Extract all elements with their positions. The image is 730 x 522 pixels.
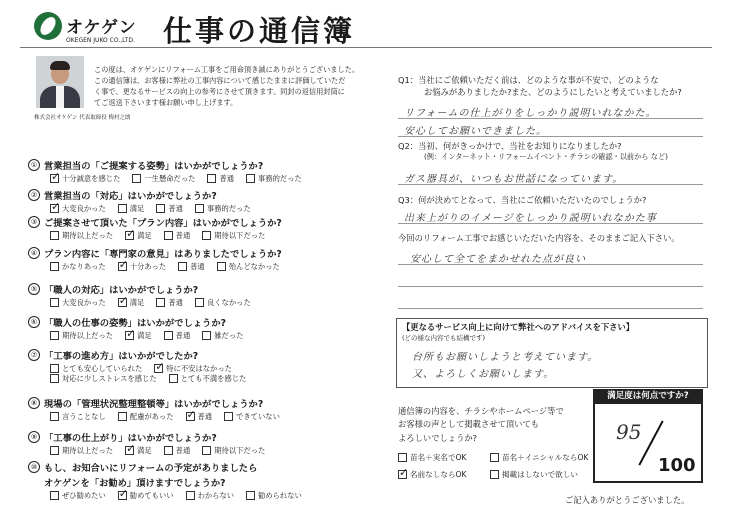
question-number: ②: [28, 189, 40, 201]
option-label: 普通: [190, 261, 205, 271]
q1-block: [398, 74, 698, 99]
option[interactable]: [164, 446, 191, 456]
checkbox[interactable]: [156, 204, 165, 213]
option[interactable]: [195, 298, 251, 308]
question-1: [28, 157, 373, 185]
option-label: かなりあった: [62, 261, 106, 271]
question-header: [28, 395, 373, 410]
q2-example: (例：インターネット・リフォームイベント・チラシの確認・以前から など): [424, 152, 668, 162]
option[interactable]: [195, 204, 251, 214]
option[interactable]: [125, 446, 152, 456]
option-label: 一生懸命だった: [144, 173, 196, 183]
option-label: 名前なしならOK: [410, 470, 467, 479]
checkbox[interactable]: [164, 446, 173, 455]
option-label: 普通: [168, 203, 183, 213]
option-label: 良くなかった: [206, 297, 251, 307]
logo-mark-icon: [34, 12, 62, 40]
header-divider: [20, 47, 712, 48]
checkbox[interactable]: [118, 298, 127, 307]
checkbox[interactable]: [132, 174, 141, 183]
photo-caption: 株式会社オケゲン 代表取締役 梅村之朗: [34, 115, 131, 121]
q3-text: Q3：何が決めてとなって、当社にご依頼いただいたのでしょうか?: [398, 195, 647, 205]
option[interactable]: [50, 298, 106, 308]
question-4: [28, 245, 373, 273]
q3-block: [398, 194, 698, 206]
option-label: 期待以上だった: [62, 230, 114, 240]
checkbox[interactable]: [118, 262, 127, 271]
company-logo: [34, 10, 146, 50]
intro-line: この通信簿は、お客様に弊社の工事内容について感じたままに評価していただ: [94, 76, 346, 86]
q2-block: [398, 140, 698, 162]
checkbox[interactable]: [186, 412, 195, 421]
option-label: 雑だった: [214, 330, 244, 340]
publish-line: よろしいでしょうか?: [398, 432, 478, 443]
option-label: とても不満を感じた: [180, 373, 247, 383]
option[interactable]: [246, 491, 302, 501]
question-number: ⑤: [28, 283, 40, 295]
options-row: [28, 410, 373, 423]
option[interactable]: [156, 204, 183, 214]
q2-text: Q2：当初、何がきっかけで、当社をお知りになりましたか?: [398, 141, 622, 151]
option-label: 期待以下だった: [214, 445, 266, 455]
option-label: 事務的だった: [206, 203, 251, 213]
question-10: [28, 429, 373, 457]
option[interactable]: [217, 262, 280, 272]
options-row: [28, 444, 373, 457]
question-6: [28, 314, 373, 342]
option[interactable]: [125, 231, 152, 241]
option[interactable]: [186, 491, 234, 501]
option-label: 大変良かった: [62, 297, 106, 307]
option[interactable]: [118, 204, 145, 214]
checkbox[interactable]: [398, 453, 407, 462]
intro-text: [94, 64, 388, 109]
answer-rule: [398, 286, 703, 287]
option-label: ぜひ勧めたい: [62, 490, 106, 500]
option[interactable]: [50, 204, 106, 214]
question-2: [28, 187, 373, 215]
option[interactable]: [202, 331, 243, 341]
question-header: [28, 187, 373, 202]
question-3: [28, 214, 373, 242]
option[interactable]: [118, 491, 174, 501]
score-title: 満足度は何点ですか?: [593, 389, 703, 404]
option[interactable]: [125, 331, 152, 341]
option-label: 勧めてもいい: [129, 490, 174, 500]
answer-rule: [398, 264, 703, 265]
checkbox[interactable]: [125, 446, 134, 455]
checkbox[interactable]: [50, 231, 59, 240]
checkbox[interactable]: [125, 231, 134, 240]
question-5: [28, 281, 373, 309]
advice-line-2: 又、よろしくお願いします。: [412, 369, 555, 380]
answer-rule: [398, 308, 703, 309]
option[interactable]: [50, 412, 106, 422]
question-header: [28, 157, 373, 172]
question-text: 現場の「管理状況整理整頓等」はいかがでしょうか?: [44, 398, 264, 410]
checkbox[interactable]: [118, 412, 127, 421]
checkbox[interactable]: [118, 491, 127, 500]
checkbox[interactable]: [50, 446, 59, 455]
question-text: 「工事の進め方」はいかがでしたか?: [44, 350, 199, 362]
option[interactable]: [246, 174, 302, 184]
checkbox[interactable]: [169, 374, 178, 383]
checkbox[interactable]: [118, 204, 127, 213]
answer-rule: [398, 223, 703, 224]
question-header: [28, 314, 373, 329]
question-header: [28, 459, 373, 474]
publish-option[interactable]: [490, 452, 588, 463]
q4-answer: 安心して全てをまかせれた点が良い: [410, 254, 586, 265]
publish-line: 通信簿の内容を、チラシやホームページ等で: [398, 406, 564, 416]
option-label: 事務的だった: [258, 173, 302, 183]
answer-rule: [398, 184, 703, 185]
option-label: 普通: [175, 330, 191, 340]
thanks-text: ご記入ありがとうございました。: [565, 495, 690, 505]
question-text: もし、お知合いにリフォームの予定がありましたら: [44, 462, 258, 474]
question-text: 営業担当の「ご提案する姿勢」はいかがでしょうか?: [44, 160, 264, 172]
answer-rule: [398, 136, 703, 137]
intro-line: この度は、オケゲンにリフォーム工事をご用命頂き誠にありがとうございました。: [94, 65, 360, 74]
checkbox[interactable]: [398, 470, 407, 479]
option-label: 満足: [129, 297, 145, 307]
q1-text-2: お悩みがありましたか?また、どのようにしたいと考えていましたか?: [424, 87, 682, 98]
checkbox[interactable]: [202, 231, 211, 240]
option-label: 配慮があった: [129, 411, 174, 421]
option[interactable]: [118, 298, 145, 308]
options-row: [28, 372, 373, 385]
option[interactable]: [118, 262, 166, 272]
checkbox[interactable]: [50, 331, 59, 340]
question-7: [28, 347, 373, 375]
intro-line: てご返送下さいます様お願い申し上げます。: [94, 98, 238, 108]
question-number: ⑨: [28, 431, 40, 443]
question-text: 「工事の仕上がり」はいかがでしょうか?: [44, 432, 217, 444]
question-header: [28, 214, 373, 229]
option-label: 掲載はしないで欲しい: [502, 470, 578, 479]
option-label: とても安心していられた: [62, 363, 143, 373]
option-label: 普通: [175, 230, 191, 240]
option-label: 満足: [129, 203, 145, 213]
option-label: できていない: [236, 411, 280, 421]
checkbox[interactable]: [490, 453, 499, 462]
score-max: 100: [658, 455, 696, 476]
question-8: [28, 372, 373, 385]
option-label: 特に不安はなかった: [166, 363, 232, 373]
checkbox[interactable]: [207, 174, 216, 183]
question-text: ご提案させて頂いた「プラン内容」はいかがでしょうか?: [44, 217, 282, 229]
option-label: 満足: [137, 230, 152, 240]
publish-line: お客様の声として掲載させて頂いても: [398, 419, 540, 430]
checkbox[interactable]: [50, 374, 59, 383]
option-label: 期待以下だった: [214, 230, 266, 240]
option[interactable]: [50, 374, 157, 384]
question-text: プラン内容に「専門家の意見」はありましたでしょうか?: [44, 248, 282, 260]
question-header: [28, 245, 373, 260]
option[interactable]: [186, 412, 213, 422]
logo-name: オケゲン: [66, 18, 137, 38]
q1-answer-line-1: リフォームの仕上がりをしっかり説明いれなかた。: [404, 108, 657, 119]
option-label: 満足: [137, 330, 152, 340]
checkbox[interactable]: [186, 491, 195, 500]
president-photo: [36, 56, 84, 108]
option-label: 苗名＋イニシャルならOK: [502, 453, 589, 462]
option[interactable]: [50, 446, 113, 456]
option-label: 殆んどなかった: [228, 261, 280, 271]
option[interactable]: [202, 446, 265, 456]
checkbox[interactable]: [202, 446, 211, 455]
checkbox[interactable]: [246, 174, 255, 183]
question-number: ⑥: [28, 316, 40, 328]
question-text: 「職人の仕事の姿勢」はいかがでしょうか?: [44, 317, 227, 329]
option[interactable]: [224, 412, 280, 422]
options-row: [28, 260, 373, 273]
option[interactable]: [202, 231, 265, 241]
checkbox[interactable]: [224, 412, 233, 421]
checkbox[interactable]: [50, 491, 59, 500]
question-number: ⑦: [28, 349, 40, 361]
option-label: わからない: [197, 490, 235, 500]
question-number: ⑩: [28, 461, 40, 473]
checkbox[interactable]: [195, 298, 204, 307]
option[interactable]: [50, 174, 120, 184]
option-label: 普通: [219, 173, 235, 183]
checkbox[interactable]: [50, 298, 59, 307]
option[interactable]: [50, 491, 106, 501]
question-number: ①: [28, 159, 40, 171]
advice-subtitle: (どの様な内容でも結構です): [402, 334, 486, 342]
checkbox[interactable]: [164, 231, 173, 240]
question-9: [28, 395, 373, 423]
question-number: ④: [28, 247, 40, 259]
options-row: [28, 172, 373, 185]
option[interactable]: [164, 231, 191, 241]
question-text: 営業担当の「対応」はいかがでしょうか?: [44, 190, 217, 202]
logo-subtitle: OKEGEN JUKO CO.,LTD.: [66, 37, 135, 44]
question-number: ③: [28, 216, 40, 228]
publish-option[interactable]: [490, 469, 578, 480]
checkbox[interactable]: [490, 470, 499, 479]
question-header-2: [28, 474, 373, 489]
page-title: 仕事の通信簿: [163, 14, 356, 48]
option-label: 期待以上だった: [62, 445, 114, 455]
advice-title: 【更なるサービス向上に向けて弊社へのアドバイスを下さい】: [402, 322, 635, 332]
option[interactable]: [207, 174, 234, 184]
option[interactable]: [50, 331, 113, 341]
publish-option[interactable]: [398, 469, 467, 480]
intro-line: く事で、更なるサービスの向上の参考にさせて頂きます。同封の返信用封筒に: [94, 87, 345, 97]
q1-text: Q1：当社にご依頼いただく前は、どのような事が不安で、どのような: [398, 75, 659, 85]
option-label: 普通: [197, 411, 213, 421]
option-label: 言うことなし: [62, 411, 106, 421]
q4-block: [398, 232, 698, 244]
option-label: 大変良かった: [62, 203, 106, 213]
checkbox[interactable]: [246, 491, 255, 500]
checkbox[interactable]: [178, 262, 187, 271]
q4-text: 今回のリフォーム工事でお感じいただいた内容を、そのままご記入下さい。: [398, 233, 680, 243]
option-label: 十分誠意を感じた: [62, 173, 121, 183]
option[interactable]: [50, 231, 113, 241]
option-label: 満足: [137, 445, 152, 455]
checkbox[interactable]: [164, 331, 173, 340]
options-row: [28, 229, 373, 242]
option-label: 対応に少しストレスを感じた: [62, 373, 157, 383]
options-row: [28, 489, 373, 502]
option[interactable]: [50, 262, 106, 272]
q2-answer: ガス器具が、いつもお世話になっています。: [404, 174, 624, 185]
checkbox[interactable]: [217, 262, 226, 271]
checkbox[interactable]: [202, 331, 211, 340]
checkbox[interactable]: [50, 174, 59, 183]
option[interactable]: [164, 331, 191, 341]
advice-line-1: 台所もお願いしようと考えています。: [412, 352, 599, 363]
question-text: 「職人の対応」はいかがでしょうか?: [44, 284, 199, 296]
publish-option[interactable]: [398, 452, 467, 463]
option-label: 普通: [168, 297, 183, 307]
score-value: 95: [616, 420, 642, 444]
checkbox[interactable]: [125, 331, 134, 340]
question-text-2: オケゲンを「お勧め」頂けますでしょうか?: [44, 477, 226, 489]
options-row: [28, 296, 373, 309]
checkbox[interactable]: [50, 204, 59, 213]
option[interactable]: [156, 298, 183, 308]
option-label: 苗名＋実名でOK: [410, 453, 467, 462]
publish-question: [398, 405, 564, 445]
answer-rule: [398, 118, 703, 119]
checkbox[interactable]: [195, 204, 204, 213]
question-header: [28, 429, 373, 444]
option-label: 期待以上だった: [62, 330, 114, 340]
option-label: 十分あった: [129, 261, 167, 271]
q1-answer-line-2: 安心してお願いできました。: [404, 126, 547, 137]
question-header: [28, 281, 373, 296]
option[interactable]: [118, 412, 174, 422]
checkbox[interactable]: [156, 298, 165, 307]
question-number: ⑧: [28, 397, 40, 409]
question-11: [28, 459, 373, 502]
option-label: 普通: [175, 445, 191, 455]
option-label: 勧められない: [258, 490, 302, 500]
question-header: [28, 347, 373, 362]
q3-answer: 出来上がりのイメージをしっかり説明いれなかた事: [404, 213, 657, 224]
checkbox[interactable]: [50, 262, 59, 271]
checkbox[interactable]: [50, 412, 59, 421]
option[interactable]: [178, 262, 205, 272]
option[interactable]: [132, 174, 195, 184]
option[interactable]: [169, 374, 247, 384]
options-row: [28, 329, 373, 342]
